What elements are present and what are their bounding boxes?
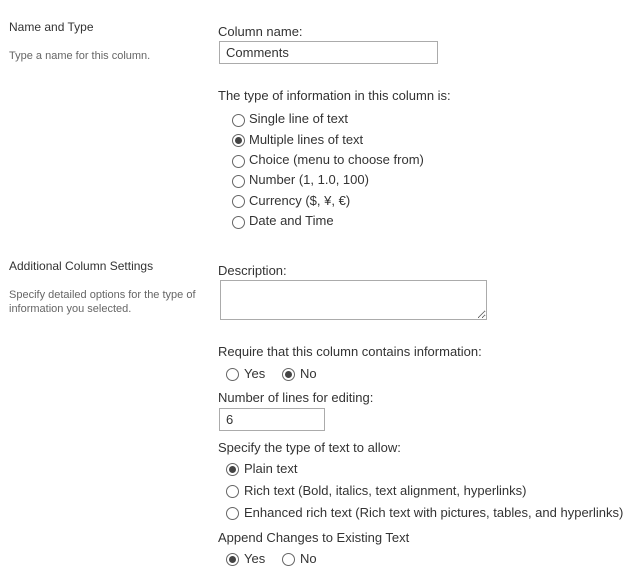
option-label-date-time[interactable]: Date and Time [249,213,334,228]
option-label-enhanced-rich-text[interactable]: Enhanced rich text (Rich text with pictures, tables, and hyperlinks) [244,505,624,520]
option-label-require-no[interactable]: No [300,366,317,381]
radio-date-time[interactable] [232,216,245,229]
option-label-currency[interactable]: Currency ($, ¥, €) [249,193,351,208]
name-type-section-description: Type a name for this column. [9,50,151,62]
append-changes-label: Append Changes to Existing Text [218,530,410,545]
number-of-lines-label: Number of lines for editing: [218,390,374,405]
additional-settings-description-line2: information you selected. [9,303,132,315]
radio-plain-text[interactable] [226,463,239,476]
radio-multiple-lines-text[interactable] [232,134,245,147]
option-label-number[interactable]: Number (1, 1.0, 100) [249,172,369,187]
name-type-section-title: Name and Type [9,20,94,34]
option-label-require-yes[interactable]: Yes [244,366,266,381]
additional-settings-section-title: Additional Column Settings [9,259,154,273]
radio-choice[interactable] [232,155,245,168]
radio-rich-text[interactable] [226,485,239,498]
column-name-label: Column name: [218,24,303,39]
option-label-choice[interactable]: Choice (menu to choose from) [249,152,424,167]
radio-require-no[interactable] [282,368,295,381]
require-information-label: Require that this column contains information: [218,344,482,359]
number-of-lines-input[interactable] [219,408,325,431]
type-of-information-label: The type of information in this column is: [218,88,451,103]
option-label-append-no[interactable]: No [300,551,317,566]
radio-append-no[interactable] [282,553,295,566]
option-label-plain-text[interactable]: Plain text [244,461,298,476]
column-name-input[interactable] [219,41,438,64]
radio-number[interactable] [232,175,245,188]
option-label-multiple-lines-text[interactable]: Multiple lines of text [249,132,364,147]
radio-single-line-text[interactable] [232,114,245,127]
description-label: Description: [218,263,287,278]
option-label-rich-text[interactable]: Rich text (Bold, italics, text alignment, hyperlinks) [244,483,527,498]
text-type-label: Specify the type of text to allow: [218,440,401,455]
additional-settings-description-line1: Specify detailed options for the type of [9,289,196,301]
radio-append-yes[interactable] [226,553,239,566]
option-label-single-line-text[interactable]: Single line of text [249,111,349,126]
radio-require-yes[interactable] [226,368,239,381]
option-label-append-yes[interactable]: Yes [244,551,266,566]
radio-enhanced-rich-text[interactable] [226,507,239,520]
description-textarea[interactable] [220,280,487,320]
radio-currency[interactable] [232,195,245,208]
